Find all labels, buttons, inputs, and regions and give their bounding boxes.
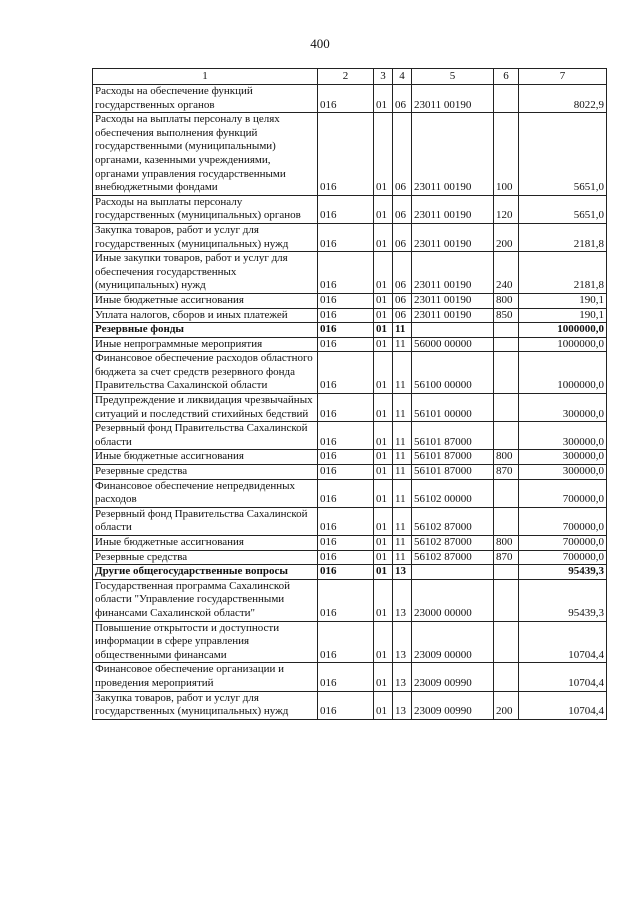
cell-target-article: 56101 87000	[412, 450, 494, 465]
cell-amount: 190,1	[519, 308, 607, 323]
cell-name: Резервные средства	[93, 550, 318, 565]
cell-target-article	[412, 565, 494, 580]
cell-target-article: 56102 00000	[412, 479, 494, 507]
cell-section: 01	[374, 252, 393, 294]
cell-amount: 190,1	[519, 293, 607, 308]
table-row	[93, 113, 607, 196]
budget-table	[92, 68, 607, 720]
cell-target-article: 56102 87000	[412, 507, 494, 535]
table-row	[93, 308, 607, 323]
table-row	[93, 536, 607, 551]
cell-name: Уплата налогов, сборов и иных платежей	[93, 308, 318, 323]
cell-target-article: 23011 00190	[412, 113, 494, 196]
cell-expense-type	[494, 352, 519, 394]
cell-subsection: 11	[393, 394, 412, 422]
table-row	[93, 663, 607, 691]
header-col-5: 5	[412, 69, 494, 85]
cell-admin-code: 016	[318, 293, 374, 308]
cell-subsection: 11	[393, 352, 412, 394]
cell-amount: 95439,3	[519, 579, 607, 621]
cell-amount: 1000000,0	[519, 323, 607, 338]
cell-amount: 5651,0	[519, 195, 607, 223]
cell-name: Иные бюджетные ассигнования	[93, 450, 318, 465]
table-body	[93, 69, 607, 720]
cell-expense-type	[494, 507, 519, 535]
cell-section: 01	[374, 479, 393, 507]
cell-name: Государственная программа Сахалинской области "Управление государственными финансами Сахалинской области"	[93, 579, 318, 621]
cell-section: 01	[374, 422, 393, 450]
header-row	[93, 69, 607, 85]
cell-subsection: 06	[393, 252, 412, 294]
cell-name: Финансовое обеспечение расходов областного бюджета за счет средств резервного фонда Правительства Сахалинской области	[93, 352, 318, 394]
cell-section: 01	[374, 465, 393, 480]
cell-name: Расходы на выплаты персоналу государственных (муниципальных) органов	[93, 195, 318, 223]
cell-target-article: 23011 00190	[412, 308, 494, 323]
cell-target-article: 23009 00990	[412, 691, 494, 719]
cell-section: 01	[374, 507, 393, 535]
cell-name: Закупка товаров, работ и услуг для государственных (муниципальных) нужд	[93, 223, 318, 251]
cell-expense-type: 100	[494, 113, 519, 196]
cell-section: 01	[374, 352, 393, 394]
cell-target-article: 56000 00000	[412, 337, 494, 352]
cell-amount: 700000,0	[519, 536, 607, 551]
cell-name: Закупка товаров, работ и услуг для государственных (муниципальных) нужд	[93, 691, 318, 719]
cell-section: 01	[374, 85, 393, 113]
header-col-2: 2	[318, 69, 374, 85]
cell-expense-type: 200	[494, 223, 519, 251]
cell-admin-code: 016	[318, 394, 374, 422]
cell-admin-code: 016	[318, 450, 374, 465]
cell-amount: 10704,4	[519, 691, 607, 719]
cell-admin-code: 016	[318, 550, 374, 565]
table-row	[93, 323, 607, 338]
cell-expense-type	[494, 565, 519, 580]
cell-expense-type: 800	[494, 293, 519, 308]
cell-subsection: 11	[393, 550, 412, 565]
cell-subsection: 06	[393, 113, 412, 196]
cell-admin-code: 016	[318, 536, 374, 551]
cell-section: 01	[374, 550, 393, 565]
cell-expense-type	[494, 579, 519, 621]
cell-subsection: 13	[393, 565, 412, 580]
cell-target-article: 23011 00190	[412, 85, 494, 113]
cell-target-article: 56101 00000	[412, 394, 494, 422]
cell-name: Резервные фонды	[93, 323, 318, 338]
cell-section: 01	[374, 337, 393, 352]
cell-target-article	[412, 323, 494, 338]
cell-section: 01	[374, 394, 393, 422]
cell-section: 01	[374, 308, 393, 323]
cell-target-article: 56102 87000	[412, 536, 494, 551]
cell-name: Резервный фонд Правительства Сахалинской области	[93, 507, 318, 535]
cell-subsection: 06	[393, 223, 412, 251]
cell-admin-code: 016	[318, 113, 374, 196]
cell-admin-code: 016	[318, 465, 374, 480]
table-row	[93, 579, 607, 621]
table-row	[93, 621, 607, 663]
cell-admin-code: 016	[318, 337, 374, 352]
cell-target-article: 23011 00190	[412, 223, 494, 251]
cell-target-article: 56101 87000	[412, 465, 494, 480]
cell-expense-type	[494, 663, 519, 691]
cell-section: 01	[374, 293, 393, 308]
table-row	[93, 507, 607, 535]
cell-expense-type: 870	[494, 550, 519, 565]
cell-expense-type: 240	[494, 252, 519, 294]
table-row	[93, 450, 607, 465]
cell-admin-code: 016	[318, 308, 374, 323]
cell-admin-code: 016	[318, 479, 374, 507]
cell-expense-type	[494, 479, 519, 507]
cell-amount: 700000,0	[519, 479, 607, 507]
header-col-3: 3	[374, 69, 393, 85]
cell-name: Расходы на выплаты персоналу в целях обеспечения выполнения функций государственными (муниципальными) органами, казенными учреждениями, органами управления государственными внебюджетными фондами	[93, 113, 318, 196]
cell-name: Резервные средства	[93, 465, 318, 480]
cell-expense-type: 800	[494, 536, 519, 551]
header-col-6: 6	[494, 69, 519, 85]
cell-expense-type: 850	[494, 308, 519, 323]
table-row	[93, 223, 607, 251]
header-col-1: 1	[93, 69, 318, 85]
cell-amount: 1000000,0	[519, 352, 607, 394]
cell-section: 01	[374, 691, 393, 719]
cell-admin-code: 016	[318, 507, 374, 535]
cell-section: 01	[374, 323, 393, 338]
cell-subsection: 13	[393, 663, 412, 691]
cell-admin-code: 016	[318, 352, 374, 394]
cell-admin-code: 016	[318, 565, 374, 580]
cell-amount: 8022,9	[519, 85, 607, 113]
table-row	[93, 252, 607, 294]
cell-name: Предупреждение и ликвидация чрезвычайных ситуаций и последствий стихийных бедствий	[93, 394, 318, 422]
cell-target-article: 23011 00190	[412, 293, 494, 308]
cell-subsection: 13	[393, 621, 412, 663]
table-row	[93, 422, 607, 450]
cell-admin-code: 016	[318, 195, 374, 223]
table-row	[93, 293, 607, 308]
cell-admin-code: 016	[318, 252, 374, 294]
cell-section: 01	[374, 113, 393, 196]
cell-admin-code: 016	[318, 663, 374, 691]
cell-subsection: 11	[393, 337, 412, 352]
cell-target-article: 23009 00990	[412, 663, 494, 691]
cell-section: 01	[374, 195, 393, 223]
cell-subsection: 11	[393, 507, 412, 535]
cell-subsection: 11	[393, 479, 412, 507]
cell-name: Финансовое обеспечение организации и проведения мероприятий	[93, 663, 318, 691]
cell-expense-type: 200	[494, 691, 519, 719]
cell-subsection: 06	[393, 195, 412, 223]
cell-admin-code: 016	[318, 621, 374, 663]
header-col-7: 7	[519, 69, 607, 85]
table-row	[93, 691, 607, 719]
cell-amount: 2181,8	[519, 223, 607, 251]
cell-name: Расходы на обеспечение функций государственных органов	[93, 85, 318, 113]
table-row	[93, 195, 607, 223]
cell-name: Иные бюджетные ассигнования	[93, 536, 318, 551]
cell-amount: 300000,0	[519, 394, 607, 422]
cell-expense-type	[494, 621, 519, 663]
cell-amount: 300000,0	[519, 450, 607, 465]
cell-target-article: 23000 00000	[412, 579, 494, 621]
cell-target-article: 23011 00190	[412, 195, 494, 223]
cell-admin-code: 016	[318, 85, 374, 113]
cell-section: 01	[374, 663, 393, 691]
cell-section: 01	[374, 536, 393, 551]
cell-expense-type: 800	[494, 450, 519, 465]
cell-subsection: 06	[393, 293, 412, 308]
cell-target-article: 56100 00000	[412, 352, 494, 394]
cell-name: Иные закупки товаров, работ и услуг для обеспечения государственных (муниципальных) нужд	[93, 252, 318, 294]
table-row	[93, 565, 607, 580]
table-row	[93, 337, 607, 352]
cell-expense-type	[494, 422, 519, 450]
page-number: 400	[310, 36, 330, 51]
cell-target-article: 23009 00000	[412, 621, 494, 663]
cell-name: Иные бюджетные ассигнования	[93, 293, 318, 308]
table-row	[93, 394, 607, 422]
cell-section: 01	[374, 565, 393, 580]
table-row	[93, 550, 607, 565]
cell-expense-type	[494, 85, 519, 113]
cell-amount: 10704,4	[519, 621, 607, 663]
cell-name: Финансовое обеспечение непредвиденных расходов	[93, 479, 318, 507]
cell-subsection: 11	[393, 323, 412, 338]
budget-table-wrapper	[92, 68, 607, 720]
cell-amount: 1000000,0	[519, 337, 607, 352]
cell-name: Повышение открытости и доступности информации в сфере управления общественными финансами	[93, 621, 318, 663]
cell-subsection: 11	[393, 536, 412, 551]
cell-name: Другие общегосударственные вопросы	[93, 565, 318, 580]
cell-subsection: 13	[393, 579, 412, 621]
cell-section: 01	[374, 223, 393, 251]
table-row	[93, 85, 607, 113]
cell-amount: 300000,0	[519, 422, 607, 450]
cell-amount: 700000,0	[519, 507, 607, 535]
header-col-4: 4	[393, 69, 412, 85]
cell-section: 01	[374, 579, 393, 621]
table-row	[93, 465, 607, 480]
cell-amount: 700000,0	[519, 550, 607, 565]
cell-subsection: 11	[393, 465, 412, 480]
cell-admin-code: 016	[318, 323, 374, 338]
cell-target-article: 23011 00190	[412, 252, 494, 294]
cell-expense-type	[494, 323, 519, 338]
cell-amount: 5651,0	[519, 113, 607, 196]
cell-expense-type: 120	[494, 195, 519, 223]
cell-subsection: 06	[393, 308, 412, 323]
cell-amount: 300000,0	[519, 465, 607, 480]
cell-expense-type	[494, 337, 519, 352]
cell-subsection: 11	[393, 450, 412, 465]
cell-amount: 95439,3	[519, 565, 607, 580]
cell-name: Резервный фонд Правительства Сахалинской области	[93, 422, 318, 450]
table-row	[93, 479, 607, 507]
cell-name: Иные непрограммные мероприятия	[93, 337, 318, 352]
cell-subsection: 06	[393, 85, 412, 113]
cell-section: 01	[374, 621, 393, 663]
cell-admin-code: 016	[318, 691, 374, 719]
cell-expense-type	[494, 394, 519, 422]
cell-target-article: 56101 87000	[412, 422, 494, 450]
cell-section: 01	[374, 450, 393, 465]
table-row	[93, 352, 607, 394]
cell-expense-type: 870	[494, 465, 519, 480]
cell-amount: 10704,4	[519, 663, 607, 691]
cell-admin-code: 016	[318, 422, 374, 450]
cell-target-article: 56102 87000	[412, 550, 494, 565]
cell-subsection: 13	[393, 691, 412, 719]
cell-admin-code: 016	[318, 579, 374, 621]
cell-amount: 2181,8	[519, 252, 607, 294]
cell-subsection: 11	[393, 422, 412, 450]
cell-admin-code: 016	[318, 223, 374, 251]
